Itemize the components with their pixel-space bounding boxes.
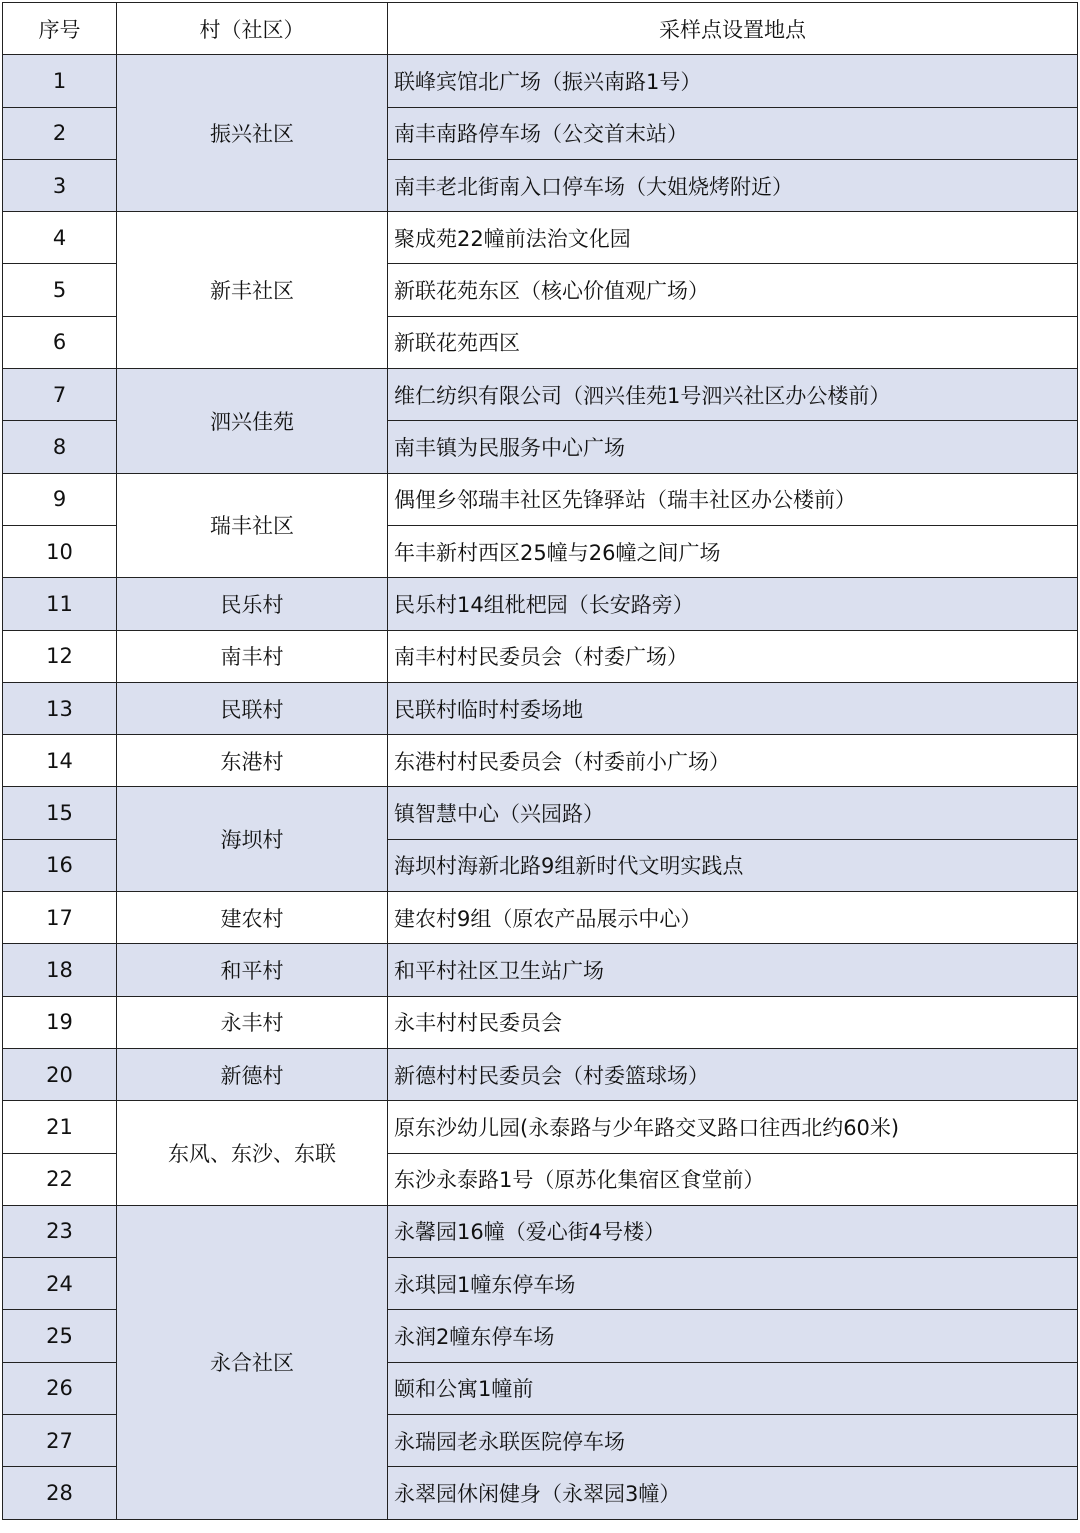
row-index: 16 bbox=[3, 839, 117, 891]
location-cell: 永翠园休闲健身（永翠园3幢） bbox=[388, 1467, 1078, 1519]
table-row bbox=[3, 630, 1078, 682]
row-index: 7 bbox=[3, 369, 117, 421]
location-cell: 聚成苑22幢前法治文化园 bbox=[388, 212, 1078, 264]
location-cell: 东沙永泰路1号（原苏化集宿区食堂前） bbox=[388, 1153, 1078, 1205]
location-cell: 和平村社区卫生站广场 bbox=[388, 944, 1078, 996]
village-cell: 振兴社区 bbox=[117, 55, 388, 212]
row-index: 19 bbox=[3, 996, 117, 1048]
table-row bbox=[3, 473, 1078, 525]
location-cell: 永琪园1幢东停车场 bbox=[388, 1258, 1078, 1310]
village-cell: 东港村 bbox=[117, 735, 388, 787]
table-row bbox=[3, 1048, 1078, 1100]
village-cell: 新德村 bbox=[117, 1048, 388, 1100]
location-cell: 民乐村14组枇杷园（长安路旁） bbox=[388, 578, 1078, 630]
row-index: 10 bbox=[3, 525, 117, 577]
table-row bbox=[3, 996, 1078, 1048]
village-cell: 东风、东沙、东联 bbox=[117, 1101, 388, 1206]
row-index: 5 bbox=[3, 264, 117, 316]
row-index: 6 bbox=[3, 316, 117, 368]
location-cell: 永丰村村民委员会 bbox=[388, 996, 1078, 1048]
village-cell: 建农村 bbox=[117, 892, 388, 944]
location-cell: 维仁纺织有限公司（泗兴佳苑1号泗兴社区办公楼前） bbox=[388, 369, 1078, 421]
village-cell: 海坝村 bbox=[117, 787, 388, 892]
location-cell: 原东沙幼儿园(永泰路与少年路交叉路口往西北约60米) bbox=[388, 1101, 1078, 1153]
row-index: 8 bbox=[3, 421, 117, 473]
location-cell: 永馨园16幢（爱心街4号楼） bbox=[388, 1205, 1078, 1257]
row-index: 21 bbox=[3, 1101, 117, 1153]
village-cell: 民联村 bbox=[117, 682, 388, 734]
location-cell: 新联花苑西区 bbox=[388, 316, 1078, 368]
village-cell: 和平村 bbox=[117, 944, 388, 996]
row-index: 28 bbox=[3, 1467, 117, 1519]
header-index: 序号 bbox=[3, 3, 117, 55]
row-index: 20 bbox=[3, 1048, 117, 1100]
row-index: 26 bbox=[3, 1362, 117, 1414]
row-index: 18 bbox=[3, 944, 117, 996]
table-row bbox=[3, 369, 1078, 421]
village-cell: 新丰社区 bbox=[117, 212, 388, 369]
row-index: 17 bbox=[3, 892, 117, 944]
table-row bbox=[3, 578, 1078, 630]
row-index: 23 bbox=[3, 1205, 117, 1257]
table-row bbox=[3, 892, 1078, 944]
table-row bbox=[3, 1205, 1078, 1257]
table-body bbox=[3, 55, 1078, 1519]
header-row bbox=[3, 3, 1078, 55]
table-row bbox=[3, 682, 1078, 734]
location-cell: 东港村村民委员会（村委前小广场） bbox=[388, 735, 1078, 787]
table-row bbox=[3, 735, 1078, 787]
table-row bbox=[3, 55, 1078, 107]
row-index: 2 bbox=[3, 107, 117, 159]
village-cell: 瑞丰社区 bbox=[117, 473, 388, 578]
village-cell: 民乐村 bbox=[117, 578, 388, 630]
row-index: 22 bbox=[3, 1153, 117, 1205]
row-index: 15 bbox=[3, 787, 117, 839]
row-index: 9 bbox=[3, 473, 117, 525]
location-cell: 联峰宾馆北广场（振兴南路1号） bbox=[388, 55, 1078, 107]
row-index: 4 bbox=[3, 212, 117, 264]
row-index: 12 bbox=[3, 630, 117, 682]
row-index: 1 bbox=[3, 55, 117, 107]
village-cell: 泗兴佳苑 bbox=[117, 369, 388, 474]
row-index: 14 bbox=[3, 735, 117, 787]
location-cell: 南丰镇为民服务中心广场 bbox=[388, 421, 1078, 473]
header-village: 村（社区） bbox=[117, 3, 388, 55]
village-cell: 南丰村 bbox=[117, 630, 388, 682]
location-cell: 年丰新村西区25幢与26幢之间广场 bbox=[388, 525, 1078, 577]
location-cell: 颐和公寓1幢前 bbox=[388, 1362, 1078, 1414]
table-row bbox=[3, 212, 1078, 264]
location-cell: 南丰老北街南入口停车场（大姐烧烤附近） bbox=[388, 159, 1078, 211]
row-index: 13 bbox=[3, 682, 117, 734]
location-cell: 偶俚乡邻瑞丰社区先锋驿站（瑞丰社区办公楼前） bbox=[388, 473, 1078, 525]
village-cell: 永丰村 bbox=[117, 996, 388, 1048]
location-cell: 南丰村村民委员会（村委广场） bbox=[388, 630, 1078, 682]
header-location: 采样点设置地点 bbox=[388, 3, 1078, 55]
row-index: 24 bbox=[3, 1258, 117, 1310]
location-cell: 海坝村海新北路9组新时代文明实践点 bbox=[388, 839, 1078, 891]
row-index: 3 bbox=[3, 159, 117, 211]
row-index: 11 bbox=[3, 578, 117, 630]
row-index: 25 bbox=[3, 1310, 117, 1362]
location-cell: 镇智慧中心（兴园路） bbox=[388, 787, 1078, 839]
location-cell: 永润2幢东停车场 bbox=[388, 1310, 1078, 1362]
sampling-sites-table bbox=[2, 2, 1078, 1520]
location-cell: 南丰南路停车场（公交首末站） bbox=[388, 107, 1078, 159]
row-index: 27 bbox=[3, 1415, 117, 1467]
location-cell: 民联村临时村委场地 bbox=[388, 682, 1078, 734]
location-cell: 永瑞园老永联医院停车场 bbox=[388, 1415, 1078, 1467]
location-cell: 建农村9组（原农产品展示中心） bbox=[388, 892, 1078, 944]
table-row bbox=[3, 944, 1078, 996]
table-row bbox=[3, 1101, 1078, 1153]
location-cell: 新联花苑东区（核心价值观广场） bbox=[388, 264, 1078, 316]
location-cell: 新德村村民委员会（村委篮球场） bbox=[388, 1048, 1078, 1100]
village-cell: 永合社区 bbox=[117, 1205, 388, 1519]
table-row bbox=[3, 787, 1078, 839]
